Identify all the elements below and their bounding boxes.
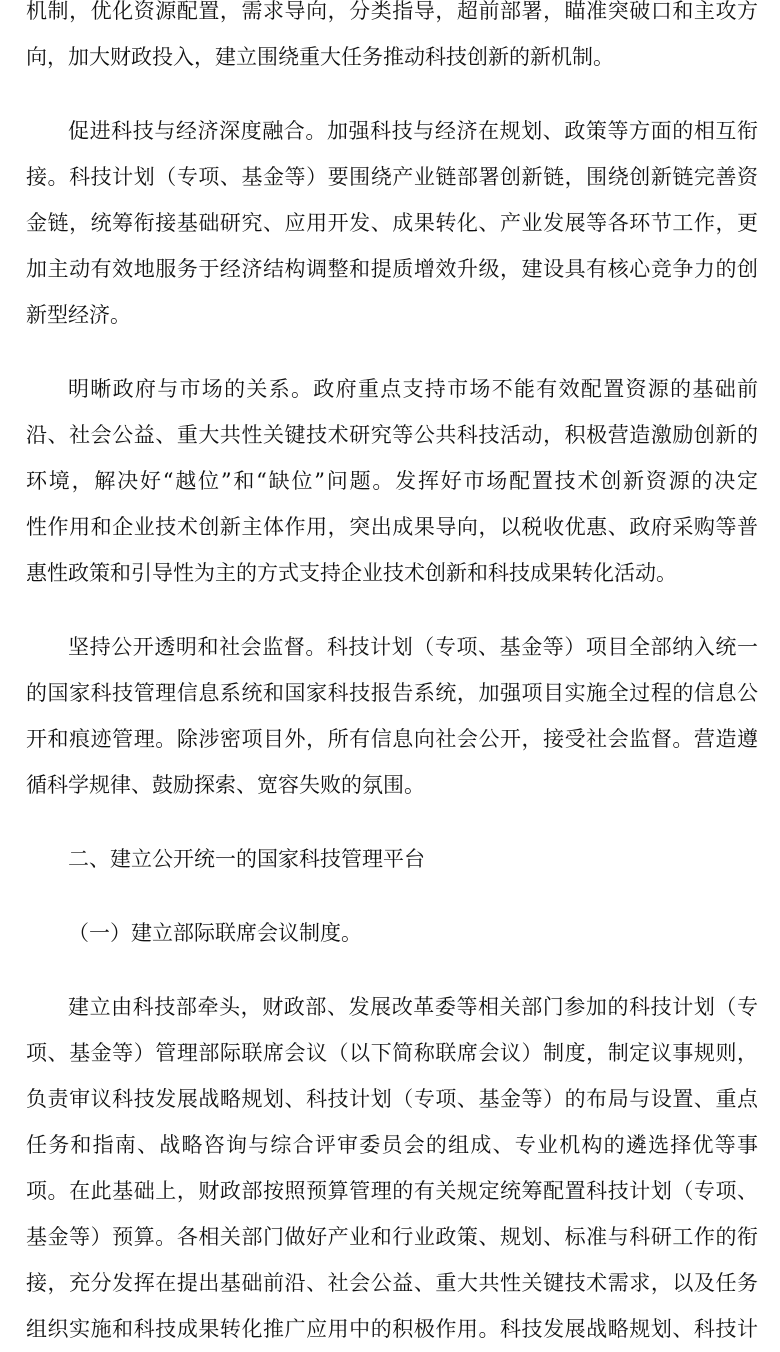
paragraph-0-line-2: 向，加大财政投入，建立围绕重大任务推动科技创新的新机制。 (26, 45, 614, 69)
section-heading: 二、建立公开统一的国家科技管理平台 (68, 847, 425, 871)
paragraph-4-line-1: 建立由科技部牵头，财政部、发展改革委等相关部门参加的科技计划（专 (68, 995, 758, 1019)
paragraph-2-line-4: 性作用和企业技术创新主体作用，突出成果导向，以税收优惠、政府采购等普 (26, 515, 758, 539)
paragraph-gap (26, 956, 758, 984)
paragraph-4-line-8: 组织实施和科技成果转化推广应用中的积极作用。科技发展战略规划、科技计 (26, 1317, 758, 1341)
paragraph-gap (26, 882, 758, 910)
paragraph-gap (26, 338, 758, 366)
paragraph-1-line-3: 金链，统筹衔接基础研究、应用开发、成果转化、产业发展等各环节工作，更 (26, 211, 758, 235)
paragraph-gap (26, 80, 758, 108)
paragraph-3-line-4: 循科学规律、鼓励探索、宽容失败的氛围。 (26, 773, 425, 797)
paragraph-1-line-2: 接。科技计划（专项、基金等）要围绕产业链部署创新链，围绕创新链完善资 (26, 165, 758, 189)
paragraph-2-line-3: 环境，解决好“越位”和“缺位”问题。发挥好市场配置技术创新资源的决定 (26, 469, 758, 493)
paragraph-4-line-7: 接，充分发挥在提出基础前沿、社会公益、重大共性关键技术需求，以及任务 (26, 1271, 758, 1295)
paragraph-1-line-4: 加主动有效地服务于经济结构调整和提质增效升级，建设具有核心竞争力的创 (26, 257, 758, 281)
paragraph-0-line-1: 机制，优化资源配置，需求导向，分类指导，超前部署，瞄准突破口和主攻方 (26, 0, 758, 23)
paragraph-4-line-4: 任务和指南、战略咨询与综合评审委员会的组成、专业机构的遴选择优等事 (26, 1133, 758, 1157)
paragraph-4-line-2: 项、基金等）管理部际联席会议（以下简称联席会议）制度，制定议事规则， (26, 1041, 758, 1065)
paragraph-1-line-5: 新型经济。 (26, 303, 131, 327)
paragraph-2-line-5: 惠性政策和引导性为主的方式支持企业技术创新和科技成果转化活动。 (26, 561, 677, 585)
subsection-heading: （一）建立部际联席会议制度。 (68, 921, 362, 945)
paragraph-3-line-2: 的国家科技管理信息系统和国家科技报告系统，加强项目实施全过程的信息公 (26, 681, 758, 705)
paragraph-gap (26, 596, 758, 624)
paragraph-2-line-1: 明晰政府与市场的关系。政府重点支持市场不能有效配置资源的基础前 (68, 377, 758, 401)
paragraph-1-line-1: 促进科技与经济深度融合。加强科技与经济在规划、政策等方面的相互衔 (68, 119, 758, 143)
paragraph-4-line-3: 负责审议科技发展战略规划、科技计划（专项、基金等）的布局与设置、重点 (26, 1087, 758, 1111)
paragraph-3-line-1: 坚持公开透明和社会监督。科技计划（专项、基金等）项目全部纳入统一 (68, 635, 758, 659)
paragraph-gap (26, 808, 758, 836)
paragraph-4-line-6: 基金等）预算。各相关部门做好产业和行业政策、规划、标准与科研工作的衔 (26, 1225, 758, 1249)
paragraph-3-line-3: 开和痕迹管理。除涉密项目外，所有信息向社会公开，接受社会监督。营造遵 (26, 727, 758, 751)
paragraph-2-line-2: 沿、社会公益、重大共性关键技术研究等公共科技活动，积极营造激励创新的 (26, 423, 758, 447)
paragraph-4-line-5: 项。在此基础上，财政部按照预算管理的有关规定统筹配置科技计划（专项、 (26, 1179, 758, 1203)
